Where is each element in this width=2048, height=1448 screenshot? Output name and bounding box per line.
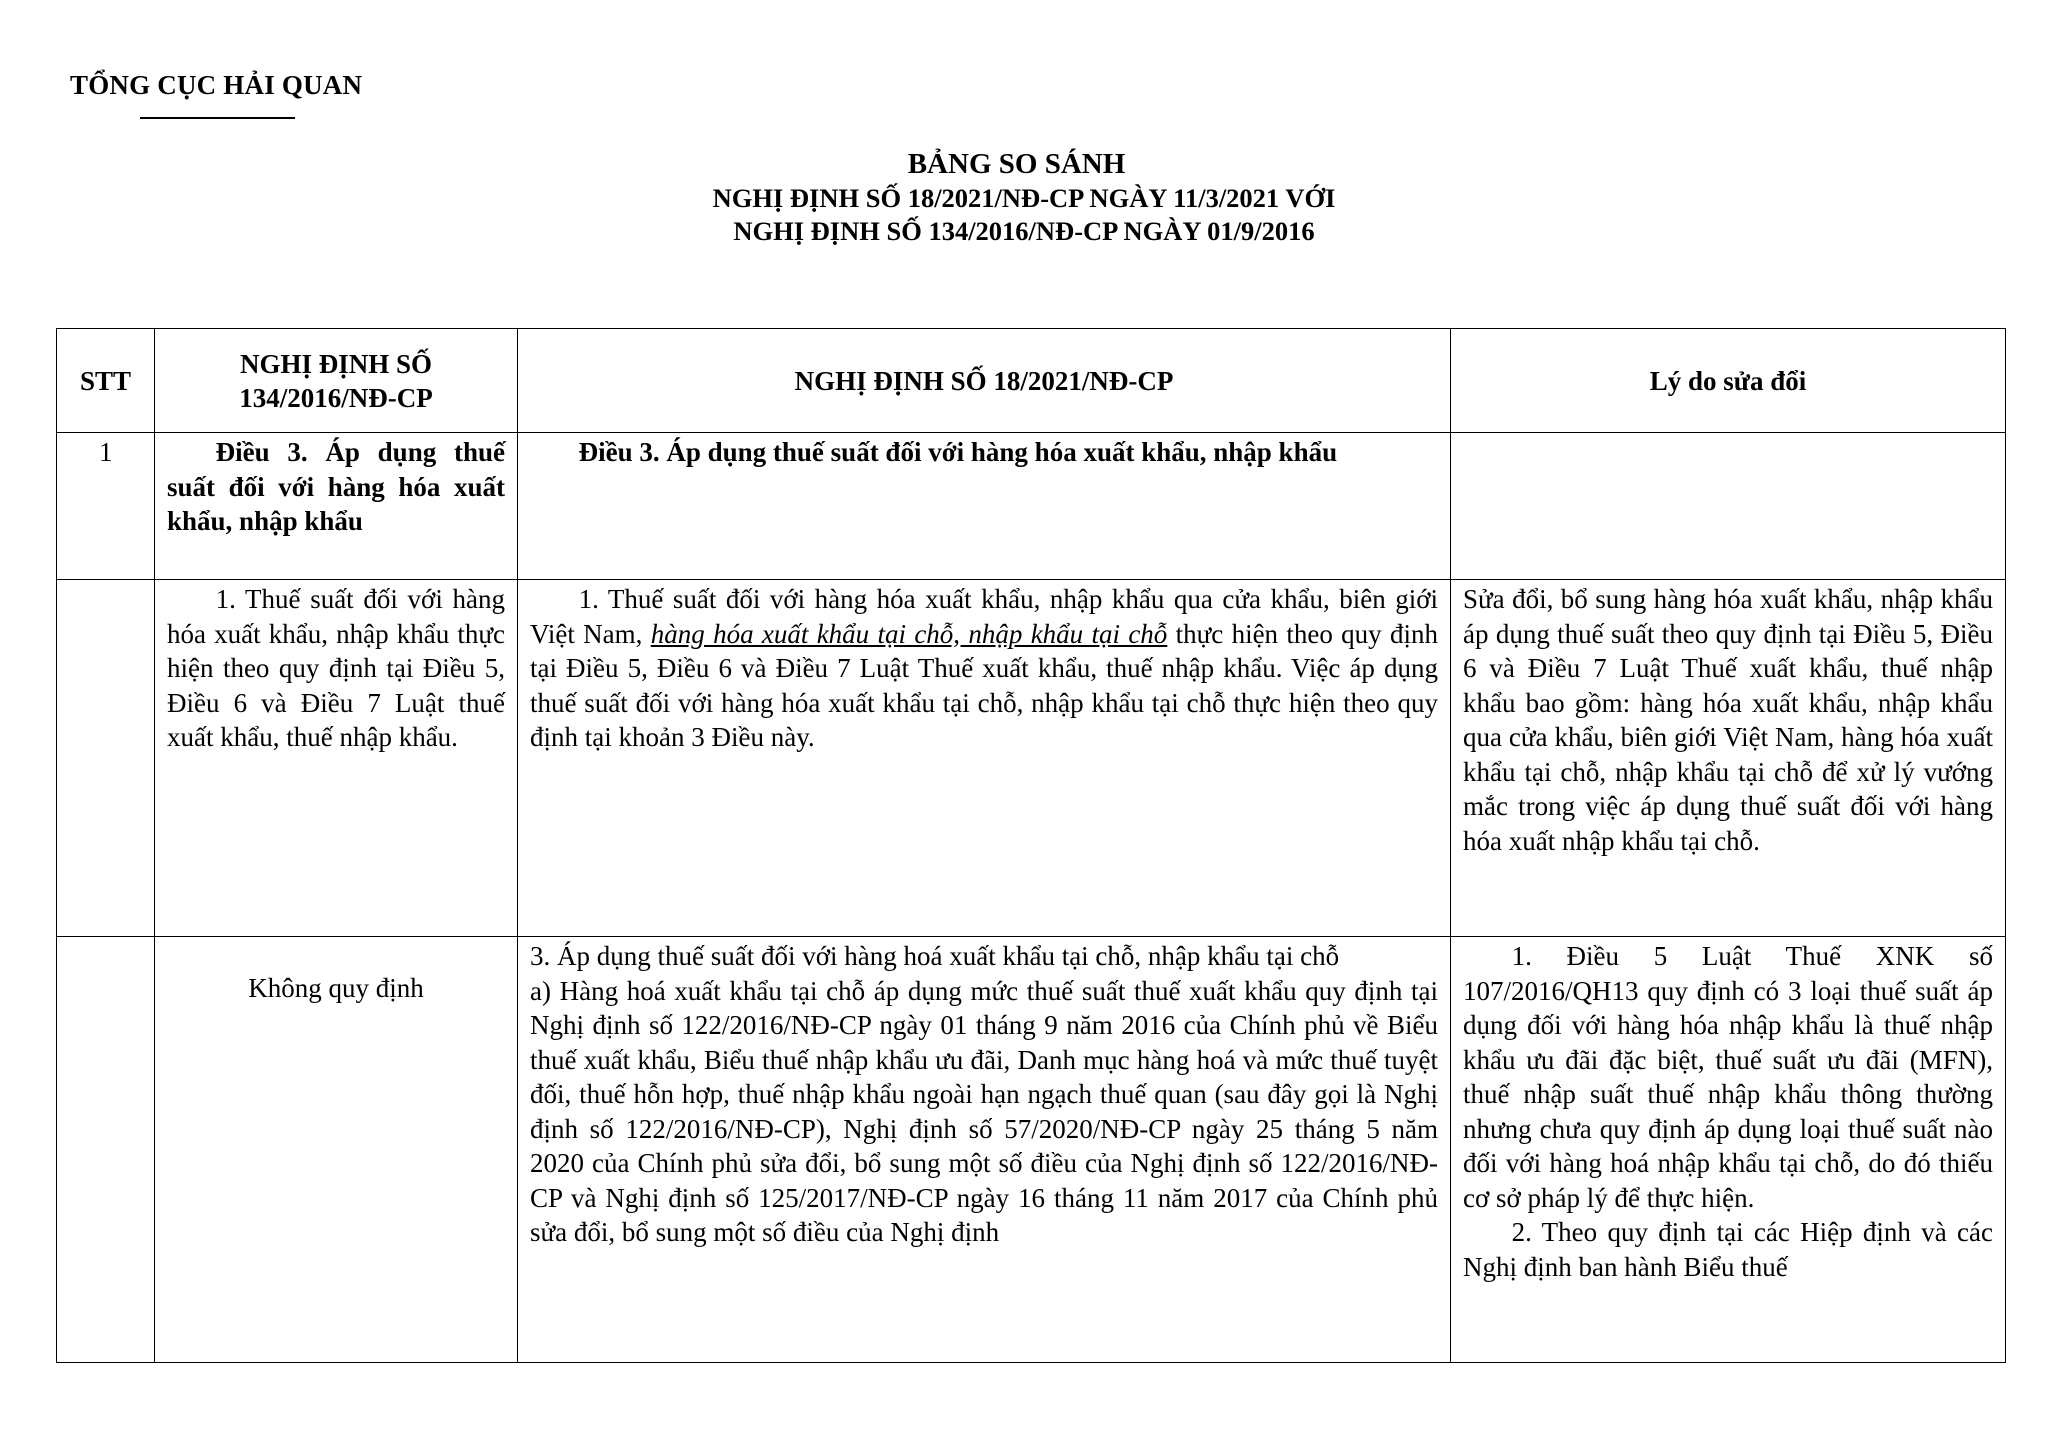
cell-old-decree: Không quy định	[155, 937, 518, 1363]
new-text-emphasis: hàng hóa xuất khẩu tại chỗ, nhập khẩu tại chỗ	[650, 618, 1168, 649]
document-subtitle-line2: NGHỊ ĐỊNH SỐ 134/2016/NĐ-CP NGÀY 01/9/2016	[733, 216, 1315, 246]
table-row	[57, 580, 2006, 937]
reason-paragraph-2: 2. Theo quy định tại các Hiệp định và các Nghị định ban hành Biểu thuế	[1463, 1217, 1993, 1282]
header-new-decree: NGHỊ ĐỊNH SỐ 18/2021/NĐ-CP	[518, 329, 1451, 433]
new-paragraph-heading: 3. Áp dụng thuế suất đối với hàng hoá xuất khẩu tại chỗ, nhập khẩu tại chỗ	[530, 941, 1340, 971]
header-reason: Lý do sửa đổi	[1451, 329, 2006, 433]
table-row	[57, 937, 2006, 1363]
agency-underline	[140, 117, 295, 119]
document-title-block	[0, 146, 2048, 248]
cell-new-decree: Điều 3. Áp dụng thuế suất đối với hàng hóa xuất khẩu, nhập khẩu	[518, 433, 1451, 580]
header-stt: STT	[57, 329, 155, 433]
new-paragraph-a: a) Hàng hoá xuất khẩu tại chỗ áp dụng mức thuế suất thuế xuất khẩu quy định tại Nghị định số 122/2016/NĐ-CP ngày 01 tháng 9 năm 2016 của Chính phủ về Biểu thuế xuất khẩu, Biểu thuế nhập khẩu ưu đãi, Danh mục hàng hoá và mức thuế tuyệt đối, thuế hỗn hợp, thuế nhập khẩu ngoài hạn ngạch thuế quan (sau đây gọi là Nghị định số 122/2016/NĐ-CP), Nghị định số 57/2020/NĐ-CP ngày 25 tháng 5 năm 2020 của Chính phủ sửa đổi, bổ sung một số điều của Nghị định số 122/2016/NĐ-CP và Nghị định số 125/2017/NĐ-CP ngày 16 tháng 11 năm 2017 của Chính phủ sửa đổi, bổ sung một số điều của Nghị định	[530, 975, 1438, 1247]
table-header-row	[57, 329, 2006, 433]
reason-paragraph-1: 1. Điều 5 Luật Thuế XNK số 107/2016/QH13 quy định có 3 loại thuế suất áp dụng đối với hàng hóa nhập khẩu là thuế nhập khẩu ưu đãi đặc biệt, thuế suất ưu đãi (MFN), thuế nhập suất thuế nhập khẩu thông thường nhưng chưa quy định áp dụng loại thuế suất nào đối với hàng hoá nhập khẩu tại chỗ, do đó thiếu cơ sở pháp lý để thực hiện.	[1463, 941, 1993, 1213]
table-row	[57, 433, 2006, 580]
new-text-after: thực hiện theo quy định tại Điều 5, Điều 6 và Điều 7 Luật Thuế xuất khẩu, thuế nhập khẩu. Việc áp dụng thuế suất đối với hàng hóa xuất khẩu tại chỗ, nhập khẩu tại chỗ thực hiện theo quy định tại khoản 3 Điều này.	[530, 618, 1439, 752]
cell-old-decree: Điều 3. Áp dụng thuế suất đối với hàng hóa xuất khẩu, nhập khẩu	[155, 433, 518, 580]
cell-stt: 1	[57, 433, 155, 580]
agency-name: TỔNG CỤC HẢI QUAN	[70, 70, 363, 100]
cell-new-decree	[518, 937, 1451, 1363]
cell-stt	[57, 580, 155, 937]
cell-stt	[57, 937, 155, 1363]
cell-reason	[1451, 433, 2006, 580]
cell-new-decree	[518, 580, 1451, 937]
cell-reason: Sửa đổi, bổ sung hàng hóa xuất khẩu, nhập khẩu áp dụng thuế suất theo quy định tại Điều 5, Điều 6 và Điều 7 Luật Thuế xuất khẩu, thuế nhập khẩu bao gồm: hàng hóa xuất khẩu, nhập khẩu qua cửa khẩu, biên giới Việt Nam, hàng hóa xuất khẩu tại chỗ, nhập khẩu tại chỗ để xử lý vướng mắc trong việc áp dụng thuế suất đối với hàng hóa xuất nhập khẩu tại chỗ.	[1451, 580, 2006, 937]
cell-reason	[1451, 937, 2006, 1363]
new-text-before: 1. Thuế suất đối với hàng hóa xuất khẩu, nhập khẩu qua cửa khẩu, biên giới Việt Nam,	[530, 584, 1438, 649]
document-subtitle-line1: NGHỊ ĐỊNH SỐ 18/2021/NĐ-CP NGÀY 11/3/2021 VỚI	[712, 183, 1336, 213]
cell-old-decree: 1. Thuế suất đối với hàng hóa xuất khẩu, nhập khẩu thực hiện theo quy định tại Điều 5, Điều 6 và Điều 7 Luật thuế xuất khẩu, thuế nhập khẩu.	[155, 580, 518, 937]
comparison-table	[56, 328, 2006, 1363]
header-old-decree: NGHỊ ĐỊNH SỐ 134/2016/NĐ-CP	[155, 329, 518, 433]
document-title: BẢNG SO SÁNH	[907, 148, 1126, 180]
